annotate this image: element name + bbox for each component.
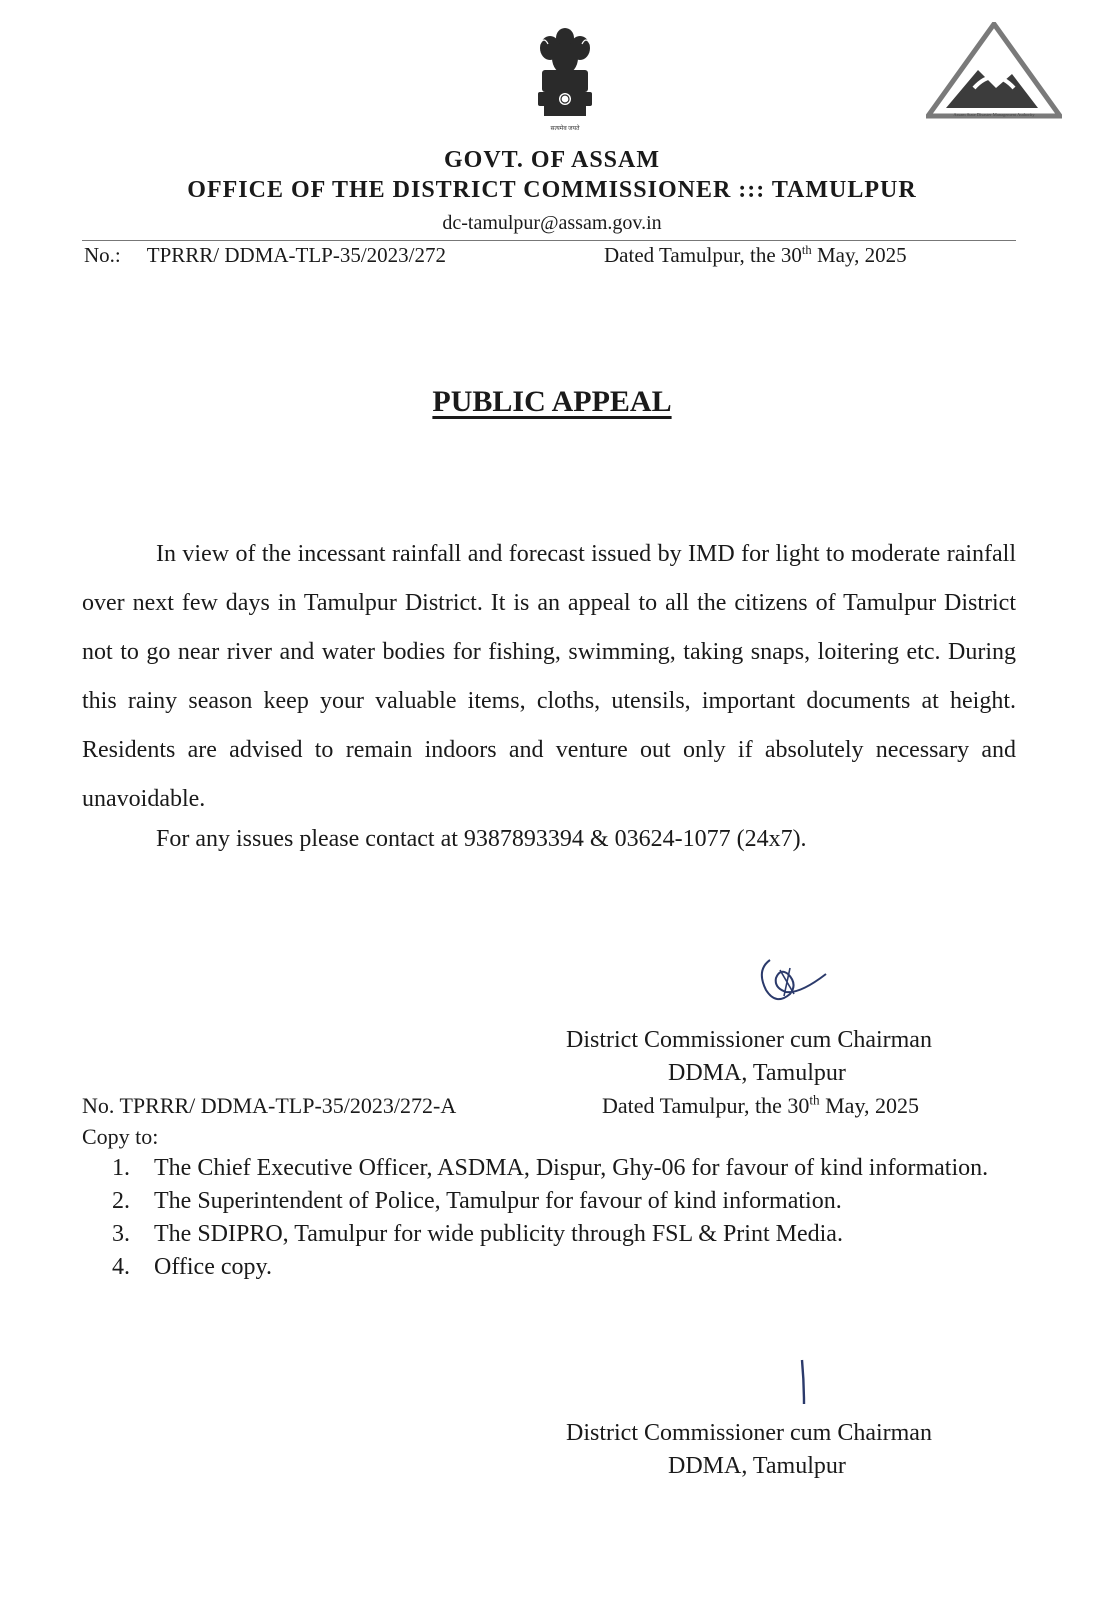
copy-to-list — [112, 1152, 992, 1283]
signatory-block-copy — [566, 1417, 986, 1483]
signatory-designation: District Commissioner cum Chairman — [566, 1420, 932, 1446]
signatory-office: DDMA, Tamulpur — [668, 1060, 846, 1086]
list-item-number: 2. — [112, 1188, 130, 1214]
asdma-logo-caption: Assam State Disaster Management Authority — [953, 112, 1035, 117]
header-govt: GOVT. OF ASSAM — [443, 147, 661, 173]
list-item-number: 1. — [112, 1155, 130, 1181]
reference-date — [604, 243, 907, 268]
signatory-block — [566, 1024, 986, 1090]
list-item-text: Office copy. — [154, 1254, 272, 1280]
header-office: OFFICE OF THE DISTRICT COMMISSIONER ::: TAMULPUR — [187, 177, 917, 203]
state-emblem-icon — [528, 24, 602, 136]
signature-icon — [750, 950, 840, 1010]
copy-date-prefix: Dated Tamulpur, the 30 — [602, 1093, 810, 1118]
emblem-motto: सत्यमेव जयते — [550, 126, 580, 132]
list-item-number: 3. — [112, 1221, 130, 1247]
header-email: dc-tamulpur@assam.gov.in — [442, 212, 662, 234]
reference-value: TPRRR/ DDMA-TLP-35/2023/272 — [146, 243, 447, 267]
list-item-text: The SDIPRO, Tamulpur for wide publicity through FSL & Print Media. — [154, 1221, 843, 1247]
reference-number — [84, 243, 446, 268]
list-item-number: 4. — [112, 1254, 130, 1280]
page-title: PUBLIC APPEAL — [432, 385, 672, 418]
list-item-text: The Superintendent of Police, Tamulpur for favour of kind information. — [154, 1188, 842, 1214]
list-item-text: The Chief Executive Officer, ASDMA, Dispur, Ghy-06 for favour of kind information. — [154, 1155, 989, 1181]
header-divider — [82, 240, 1016, 241]
signatory-office: DDMA, Tamulpur — [668, 1453, 846, 1479]
list-item — [112, 1218, 992, 1250]
list-item — [112, 1152, 992, 1184]
reference-label: No.: — [84, 243, 121, 267]
contact-line: For any issues please contact at 9387893394 & 03624-1077 (24x7). — [156, 826, 807, 852]
date-prefix: Dated Tamulpur, the 30 — [604, 243, 802, 267]
copy-to-heading: Copy to: — [82, 1124, 159, 1149]
list-item — [112, 1185, 992, 1217]
date-ordinal: th — [801, 243, 812, 257]
copy-date-suffix: May, 2025 — [819, 1093, 920, 1118]
initial-mark-icon — [796, 1358, 810, 1406]
copy-date-ordinal: th — [809, 1092, 820, 1108]
copy-reference-number: No. TPRRR/ DDMA-TLP-35/2023/272-A — [82, 1093, 457, 1118]
signatory-designation: District Commissioner cum Chairman — [566, 1027, 932, 1053]
list-item — [112, 1251, 992, 1283]
copy-reference-date — [602, 1093, 919, 1119]
date-suffix: May, 2025 — [811, 243, 907, 267]
appeal-paragraph: In view of the incessant rainfall and forecast issued by IMD for light to moderate rainfall over next few days in Tamulpur District. It is an appeal to all the citizens of Tamulpur District not to go near river and water bodies for fishing, swimming, taking snaps, loitering etc. During this rainy season keep your valuable items, cloths, utensils, important documents at height. Residents are advised to remain indoors and venture out only if absolutely necessary and unavoidable. — [82, 541, 1016, 812]
